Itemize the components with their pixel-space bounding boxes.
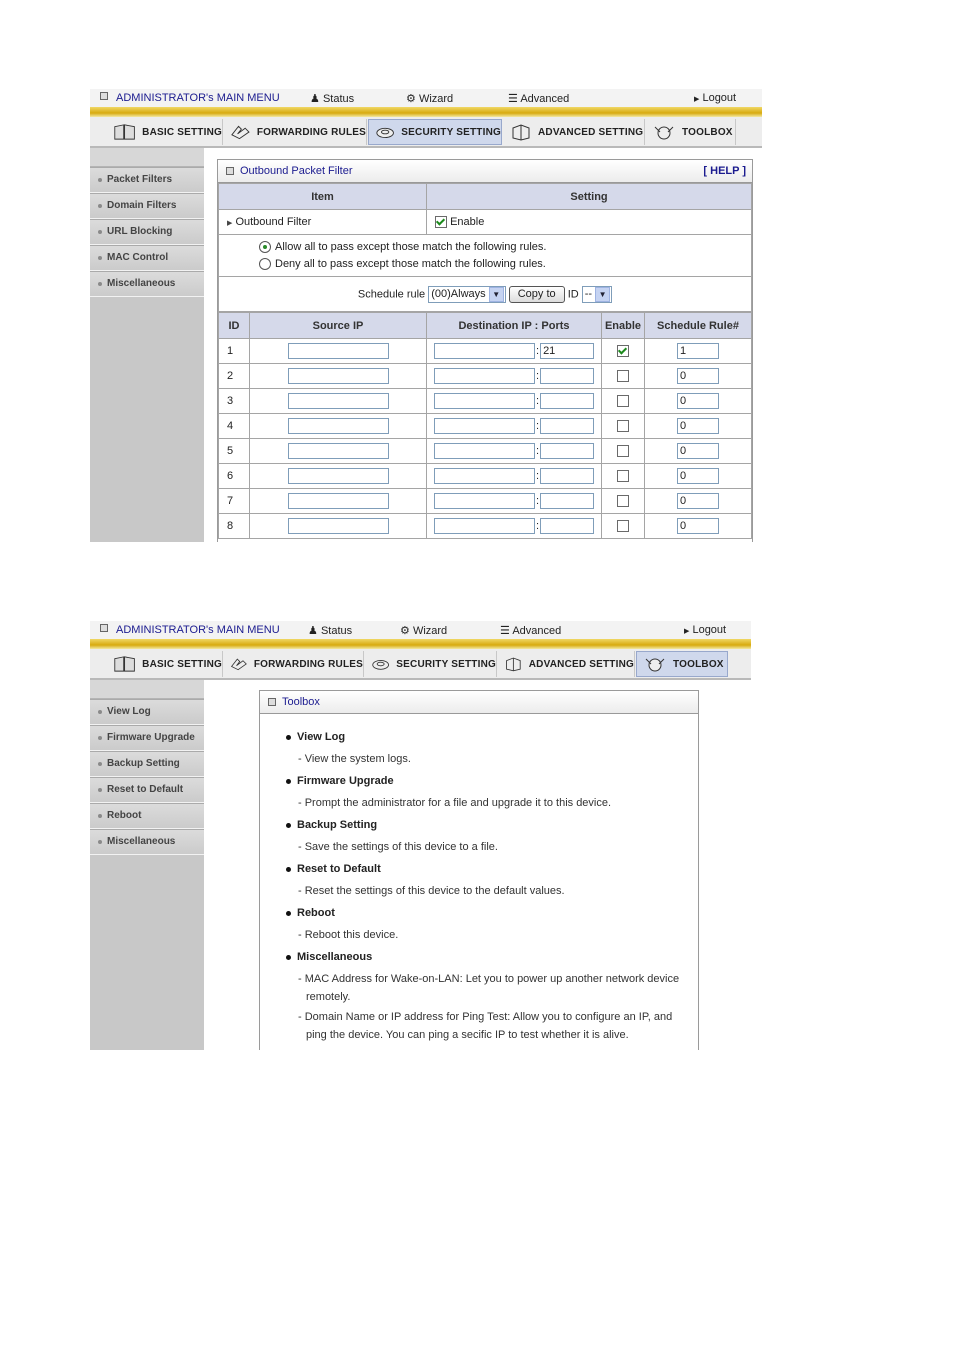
row-enable-checkbox[interactable] [617, 445, 629, 457]
sidebar-top-spacer [90, 680, 204, 699]
bullet-icon [98, 840, 102, 844]
toolbox-item [286, 775, 688, 812]
status-link[interactable]: ♟ Status [310, 93, 355, 105]
outbound-filter-cell: ▶ Outbound Filter [219, 210, 427, 235]
tab-basic-setting[interactable]: BASIC SETTING [107, 119, 223, 145]
port-input[interactable]: 21 [540, 343, 594, 359]
book-icon [113, 122, 136, 142]
row-enable-checkbox[interactable] [617, 420, 629, 432]
colon-separator: : [536, 494, 540, 507]
toolbox-item-desc: - Save the settings of this device to a file. [298, 841, 498, 853]
toolbox-item [286, 907, 688, 944]
col-schedule: Schedule Rule# [645, 313, 752, 339]
col-setting: Setting [427, 184, 752, 210]
bullet-icon [98, 204, 102, 208]
sidebar-item-reset-to-default[interactable]: Reset to Default [90, 777, 204, 803]
port-input[interactable] [540, 368, 594, 384]
bullet-icon [98, 256, 102, 260]
toolbox-item-desc: - View the system logs. [298, 753, 411, 765]
dest-ip-input[interactable] [434, 368, 535, 384]
dest-ip-input[interactable] [434, 493, 535, 509]
row-enable-checkbox[interactable] [617, 395, 629, 407]
col-item: Item [219, 184, 427, 210]
enable-checkbox[interactable] [435, 216, 447, 228]
schedule-cell [645, 489, 752, 514]
schedule-input[interactable]: 0 [677, 518, 719, 534]
port-input[interactable] [540, 418, 594, 434]
panel-header [260, 691, 698, 714]
source-ip-cell [250, 439, 427, 464]
logout-link[interactable]: ▶ Logout [694, 92, 737, 104]
chevron-down-icon: ▼ [595, 287, 610, 302]
gold-divider [90, 107, 762, 117]
schedule-input[interactable]: 0 [677, 493, 719, 509]
schedule-cell [645, 339, 752, 364]
tab-toolbox[interactable]: TOOLBOX [646, 119, 736, 145]
tab-security-setting[interactable]: SECURITY SETTING [368, 119, 502, 145]
sidebar-item-domain-filters[interactable]: Domain Filters [90, 193, 204, 219]
enable-cell [602, 514, 645, 539]
schedule-cell [645, 439, 752, 464]
colon-separator: : [536, 344, 540, 357]
destination-cell [427, 514, 602, 539]
lock-icon [371, 656, 390, 672]
colon-separator: : [536, 444, 540, 457]
outbound-filter-panel [217, 159, 753, 542]
sidebar-item-backup-setting[interactable]: Backup Setting [90, 751, 204, 777]
source-ip-input[interactable] [288, 468, 389, 484]
port-input[interactable] [540, 393, 594, 409]
source-ip-cell [250, 389, 427, 414]
port-input[interactable] [540, 518, 594, 534]
dest-ip-input[interactable] [434, 343, 535, 359]
bullet-icon [98, 762, 102, 766]
allow-radio[interactable] [259, 241, 271, 253]
enable-cell [602, 464, 645, 489]
filter-settings-table [218, 183, 752, 312]
source-ip-cell [250, 364, 427, 389]
status-link[interactable]: ♟ Status [308, 625, 353, 637]
row-id: 4 [219, 414, 250, 439]
sidebar-item-firmware-upgrade[interactable]: Firmware Upgrade [90, 725, 204, 751]
colon-separator: : [536, 419, 540, 432]
schedule-input[interactable]: 0 [677, 393, 719, 409]
bullet-icon [98, 736, 102, 740]
sidebar-item-miscellaneous[interactable]: Miscellaneous [90, 271, 204, 297]
table-row [219, 364, 752, 389]
gold-divider [90, 639, 751, 649]
row-enable-checkbox[interactable] [617, 495, 629, 507]
schedule-cell [645, 414, 752, 439]
status-icon: ♟ [308, 625, 318, 637]
enable-cell [602, 389, 645, 414]
arrow-right-icon: ▶ [684, 628, 690, 635]
bullet-icon [98, 282, 102, 286]
bullet-icon [286, 735, 291, 740]
panel-square-icon [226, 167, 234, 175]
table-row [219, 414, 752, 439]
col-source-ip: Source IP [250, 313, 427, 339]
dest-ip-input[interactable] [434, 468, 535, 484]
dest-ip-input[interactable] [434, 443, 535, 459]
panel-title: Toolbox [282, 696, 320, 708]
sidebar-top-spacer [90, 148, 204, 167]
colon-separator: : [536, 469, 540, 482]
copy-to-button[interactable]: Copy to [509, 286, 565, 303]
enable-cell [602, 414, 645, 439]
toolbox-item-title: Reboot [286, 907, 688, 919]
toolbox-item-title: Backup Setting [286, 819, 688, 831]
toolbox-item-desc: - Reset the settings of this device to the default values. [298, 885, 565, 897]
schedule-cell [645, 514, 752, 539]
schedule-input[interactable]: 0 [677, 443, 719, 459]
wizard-link[interactable]: ⚙ Wizard [406, 93, 454, 105]
schedule-label: Schedule rule [357, 287, 426, 300]
menu-square-icon [100, 624, 108, 632]
forward-icon [230, 655, 248, 673]
destination-cell [427, 439, 602, 464]
tab-forwarding-rules[interactable]: FORWARDING RULES [224, 119, 367, 145]
toolbox-item-desc: - MAC Address for Wake-on-LAN: Let you to power up another network device remotely. [298, 973, 680, 1003]
schedule-cell [645, 389, 752, 414]
sidebar-item-packet-filters[interactable]: Packet Filters [90, 167, 204, 193]
row-id: 5 [219, 439, 250, 464]
main-menu-bar [90, 621, 751, 640]
schedule-cell [219, 277, 752, 312]
help-link[interactable]: [ HELP ] [703, 165, 746, 177]
main-menu-bar [90, 89, 762, 108]
destination-cell [427, 489, 602, 514]
bullet-icon [286, 911, 291, 916]
enable-cell [602, 439, 645, 464]
port-input[interactable] [540, 443, 594, 459]
row-enable-checkbox[interactable] [617, 470, 629, 482]
table-row [219, 514, 752, 539]
toolbox-item [286, 731, 688, 768]
deny-radio[interactable] [259, 258, 271, 270]
enable-cell [602, 489, 645, 514]
row-id: 2 [219, 364, 250, 389]
advanced-tab-icon [504, 655, 523, 673]
col-id: ID [219, 313, 250, 339]
advanced-icon: ☰ [500, 625, 510, 637]
tab-advanced-setting[interactable]: ADVANCED SETTING [504, 119, 645, 145]
source-ip-input[interactable] [288, 443, 389, 459]
table-row [219, 464, 752, 489]
toolbox-item [286, 951, 688, 1044]
source-ip-input[interactable] [288, 518, 389, 534]
toolbox-item-title: Miscellaneous [286, 951, 688, 963]
toolbox-item-desc: - Domain Name or IP address for Ping Test: Allow you to configure an IP, and ping the device. You can ping a secific IP to test whether it is alive. [298, 1011, 673, 1041]
advanced-tab-icon [510, 123, 532, 141]
source-ip-cell [250, 414, 427, 439]
forward-icon [230, 123, 251, 141]
toolbox-item [286, 863, 688, 900]
toolbox-items [286, 731, 688, 1050]
schedule-select[interactable]: (00)Always ▼ [428, 286, 505, 303]
bullet-icon [286, 867, 291, 872]
source-ip-input[interactable] [288, 368, 389, 384]
source-ip-input[interactable] [288, 393, 389, 409]
destination-cell [427, 339, 602, 364]
port-input[interactable] [540, 493, 594, 509]
dest-ip-input[interactable] [434, 393, 535, 409]
bullet-icon [286, 823, 291, 828]
sidebar-item-url-blocking[interactable]: URL Blocking [90, 219, 204, 245]
panel-square-icon [268, 698, 276, 706]
lock-icon [375, 124, 395, 140]
bullet-icon [98, 710, 102, 714]
colon-separator: : [536, 519, 540, 532]
schedule-input[interactable]: 0 [677, 418, 719, 434]
tab-forwarding-rules[interactable]: FORWARDING RULES [224, 651, 364, 677]
wizard-link[interactable]: ⚙ Wizard [400, 625, 448, 637]
sidebar-item-miscellaneous[interactable]: Miscellaneous [90, 829, 204, 855]
schedule-input[interactable]: 1 [677, 343, 719, 359]
table-row [219, 439, 752, 464]
rules-table [218, 312, 752, 539]
toolbox-panel [259, 690, 699, 1050]
enable-cell: Enable [427, 210, 752, 235]
arrow-right-icon: ▶ [227, 220, 233, 227]
toolbox-item-title: Reset to Default [286, 863, 688, 875]
advanced-icon: ☰ [508, 93, 518, 105]
enable-cell [602, 339, 645, 364]
advanced-link[interactable]: ☰ Advanced [508, 93, 570, 105]
schedule-input[interactable]: 0 [677, 468, 719, 484]
toolbox-item-desc: - Reboot this device. [298, 929, 399, 941]
row-id: 8 [219, 514, 250, 539]
row-enable-checkbox[interactable] [617, 520, 629, 532]
tab-bar [90, 649, 751, 680]
source-ip-input[interactable] [288, 343, 389, 359]
security-setting-screenshot [90, 89, 762, 542]
mode-radio-cell [219, 235, 752, 277]
row-enable-checkbox[interactable] [617, 370, 629, 382]
book-icon [113, 654, 136, 674]
toolbox-item-title: View Log [286, 731, 688, 743]
row-id: 7 [219, 489, 250, 514]
toolbox-screenshot [90, 621, 751, 1050]
toolbox-item-desc: - Prompt the administrator for a file and upgrade it to this device. [298, 797, 612, 809]
tab-bar [90, 117, 762, 148]
toolbox-icon [652, 123, 676, 141]
enable-cell [602, 364, 645, 389]
bullet-icon [286, 955, 291, 960]
sidebar-item-reboot[interactable]: Reboot [90, 803, 204, 829]
source-ip-input[interactable] [288, 418, 389, 434]
row-id: 3 [219, 389, 250, 414]
row-id: 1 [219, 339, 250, 364]
source-ip-cell [250, 464, 427, 489]
tab-basic-setting[interactable]: BASIC SETTING [107, 651, 223, 677]
sidebar [90, 680, 204, 1050]
sidebar-item-mac-control[interactable]: MAC Control [90, 245, 204, 271]
status-icon: ♟ [310, 93, 320, 105]
toolbox-item-title: Firmware Upgrade [286, 775, 688, 787]
sidebar-item-view-log[interactable]: View Log [90, 699, 204, 725]
advanced-link[interactable]: ☰ Advanced [500, 625, 562, 637]
table-row [219, 489, 752, 514]
bullet-icon [98, 178, 102, 182]
tab-advanced-setting[interactable]: ADVANCED SETTING [498, 651, 635, 677]
panel-header [218, 160, 752, 183]
port-input[interactable] [540, 468, 594, 484]
bullet-icon [98, 788, 102, 792]
destination-cell [427, 364, 602, 389]
bullet-icon [286, 779, 291, 784]
schedule-cell [645, 364, 752, 389]
sidebar [90, 148, 204, 542]
id-select[interactable]: -- ▼ [582, 286, 612, 303]
bullet-icon [98, 814, 102, 818]
row-id: 6 [219, 464, 250, 489]
id-label: ID [567, 287, 579, 300]
source-ip-cell [250, 339, 427, 364]
row-enable-checkbox[interactable] [617, 345, 629, 357]
source-ip-cell [250, 489, 427, 514]
destination-cell [427, 389, 602, 414]
schedule-input[interactable]: 0 [677, 368, 719, 384]
colon-separator: : [536, 369, 540, 382]
dest-ip-input[interactable] [434, 418, 535, 434]
source-ip-input[interactable] [288, 493, 389, 509]
colon-separator: : [536, 394, 540, 407]
chevron-down-icon: ▼ [489, 287, 504, 302]
col-enable: Enable [602, 313, 645, 339]
toolbox-icon [643, 655, 667, 673]
tab-security-setting[interactable]: SECURITY SETTING [365, 651, 497, 677]
schedule-cell [645, 464, 752, 489]
destination-cell [427, 464, 602, 489]
source-ip-cell [250, 514, 427, 539]
table-row [219, 339, 752, 364]
dest-ip-input[interactable] [434, 518, 535, 534]
wizard-icon: ⚙ [406, 93, 416, 105]
menu-square-icon [100, 92, 108, 100]
allow-option[interactable]: Allow all to pass except those match the following rules. [259, 239, 751, 256]
tab-toolbox[interactable]: TOOLBOX [636, 651, 728, 677]
destination-cell [427, 414, 602, 439]
table-row [219, 389, 752, 414]
main-menu-title[interactable]: ADMINISTRATOR's MAIN MENU [100, 92, 280, 104]
deny-option[interactable]: Deny all to pass except those match the following rules. [259, 256, 751, 273]
logout-link[interactable]: ▶ Logout [684, 624, 727, 636]
main-menu-title[interactable]: ADMINISTRATOR's MAIN MENU [100, 624, 280, 636]
col-destination: Destination IP : Ports [427, 313, 602, 339]
toolbox-item [286, 819, 688, 856]
arrow-right-icon: ▶ [694, 96, 700, 103]
wizard-icon: ⚙ [400, 625, 410, 637]
panel-title: Outbound Packet Filter [240, 165, 353, 177]
bullet-icon [98, 230, 102, 234]
